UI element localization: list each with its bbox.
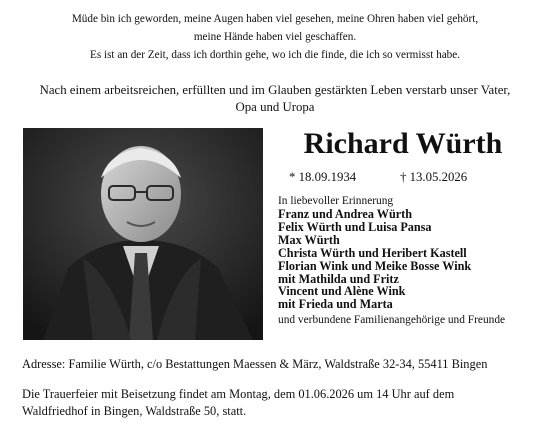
death-date: † 13.05.2026	[400, 170, 468, 184]
mourner-name: mit Frieda und Marta	[278, 297, 393, 312]
funeral-line: Waldfriedhof in Bingen, Waldstraße 50, statt.	[22, 404, 247, 418]
mourners-list	[278, 208, 540, 311]
mourners-outro: und verbundene Familienangehörige und Freunde	[278, 314, 506, 327]
poem-line: Es ist an der Zeit, dass ich dorthin gehe, wo ich die finde, die ich so vermisst habe.	[89, 49, 461, 61]
funeral-line: Die Trauerfeier mit Beisetzung findet am Montag, dem 01.06.2026 um 14 Uhr auf dem	[22, 387, 455, 401]
mourner-name: mit Mathilda und Fritz	[278, 271, 399, 286]
birth-date: * 18.09.1934	[289, 170, 357, 184]
portrait-photo	[23, 128, 263, 340]
mourner-name: Florian Wink und Meike Bosse Wink	[278, 258, 472, 273]
poem-line: meine Hände haben viel geschaffen.	[193, 31, 357, 43]
life-dates	[278, 168, 528, 186]
remembrance-lead: In liebevoller Erinnerung	[278, 195, 394, 207]
mourner-name: Vincent und Alène Wink	[278, 284, 406, 299]
intro-line: Opa und Uropa	[235, 100, 315, 114]
mourners-block	[278, 194, 540, 327]
contact-address: Adresse: Familie Würth, c/o Bestattungen Maessen & März, Waldstraße 32-34, 55411 Bingen	[22, 357, 488, 371]
mourner-name: Christa Würth und Heribert Kastell	[278, 245, 467, 260]
deceased-name: Richard Würth	[303, 127, 503, 160]
poem-line: Müde bin ich geworden, meine Augen haben viel gesehen, meine Ohren haben viel gehört,	[71, 13, 479, 25]
mourner-name: Max Würth	[278, 232, 340, 247]
intro-line: Nach einem arbeitsreichen, erfüllten und im Glauben gestärkten Leben verstarb unser Vater,	[39, 83, 511, 97]
mourner-name: Franz und Andrea Würth	[278, 207, 412, 221]
poem	[0, 10, 550, 64]
mourner-name: Felix Würth und Luisa Pansa	[278, 219, 432, 234]
announcement-intro	[0, 82, 550, 116]
funeral-notice	[22, 386, 542, 420]
